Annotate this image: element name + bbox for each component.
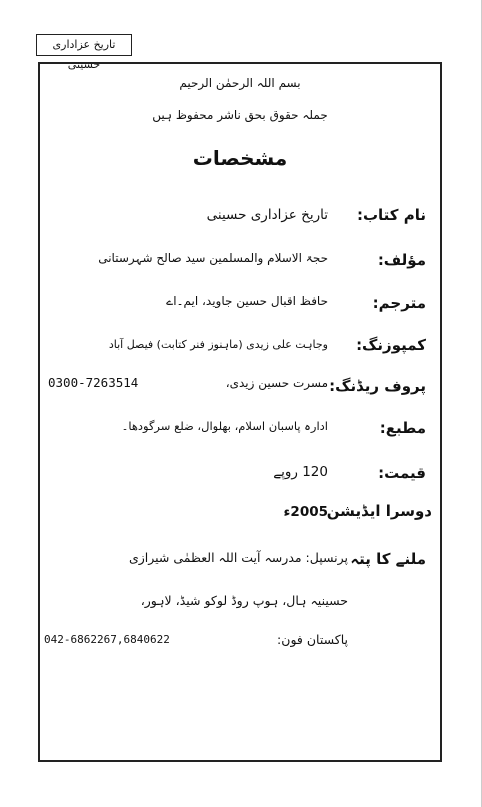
page-heading: مشخصات bbox=[192, 146, 288, 170]
specifications-frame bbox=[38, 62, 442, 762]
translator-label: مترجم: bbox=[372, 294, 426, 312]
price-value: 120 روپے bbox=[273, 464, 328, 480]
author-value: حجۃ الاسلام والمسلمین سید صالح شہرستانی bbox=[98, 251, 328, 265]
address-line-3: پاکستان فون: bbox=[277, 632, 348, 647]
address-line-1: پرنسپل: مدرسہ آیت اللہ العظمٰی شیرازی bbox=[128, 550, 348, 565]
edition-label: دوسرا ایڈیشن bbox=[326, 502, 432, 520]
book-title-tab: تاریخ عزاداری حسینی bbox=[36, 34, 132, 56]
composing-value: وجاہت علی زیدی (ماہنوز فنر کتابت) فیصل آباد bbox=[108, 338, 328, 351]
proofreading-label: پروف ریڈنگ: bbox=[329, 377, 426, 395]
address-line-2: حسینیہ ہال، ہوپ روڈ لوکو شیڈ، لاہور، bbox=[140, 593, 348, 608]
proofreading-phone: 0300-7263514 bbox=[48, 375, 139, 390]
author-label: مؤلف: bbox=[377, 251, 426, 269]
edition-year: 2005ء bbox=[283, 504, 328, 520]
bismillah-line: بسم اللہ الرحمٰن الرحیم bbox=[179, 76, 301, 90]
proofreading-value: مسرت حسین زیدی، bbox=[225, 376, 328, 390]
address-phone: 042-6862267,6840622 bbox=[44, 633, 170, 646]
copyright-notice: جملہ حقوق بحق ناشر محفوظ ہیں bbox=[152, 108, 328, 122]
book-name-label: نام کتاب: bbox=[356, 206, 426, 224]
composing-label: کمپوزنگ: bbox=[356, 336, 426, 354]
translator-value: حافظ اقبال حسین جاوید، ایم۔اے bbox=[166, 294, 328, 308]
address-label: ملنے کا پتہ bbox=[350, 550, 426, 568]
price-label: قیمت: bbox=[378, 464, 426, 482]
printer-label: مطبع: bbox=[379, 419, 426, 437]
book-name-value: تاریخ عزاداری حسینی bbox=[206, 207, 328, 223]
printer-value: ادارہ پاسبان اسلام، بھلوال، ضلع سرگودھا۔ bbox=[121, 419, 328, 433]
